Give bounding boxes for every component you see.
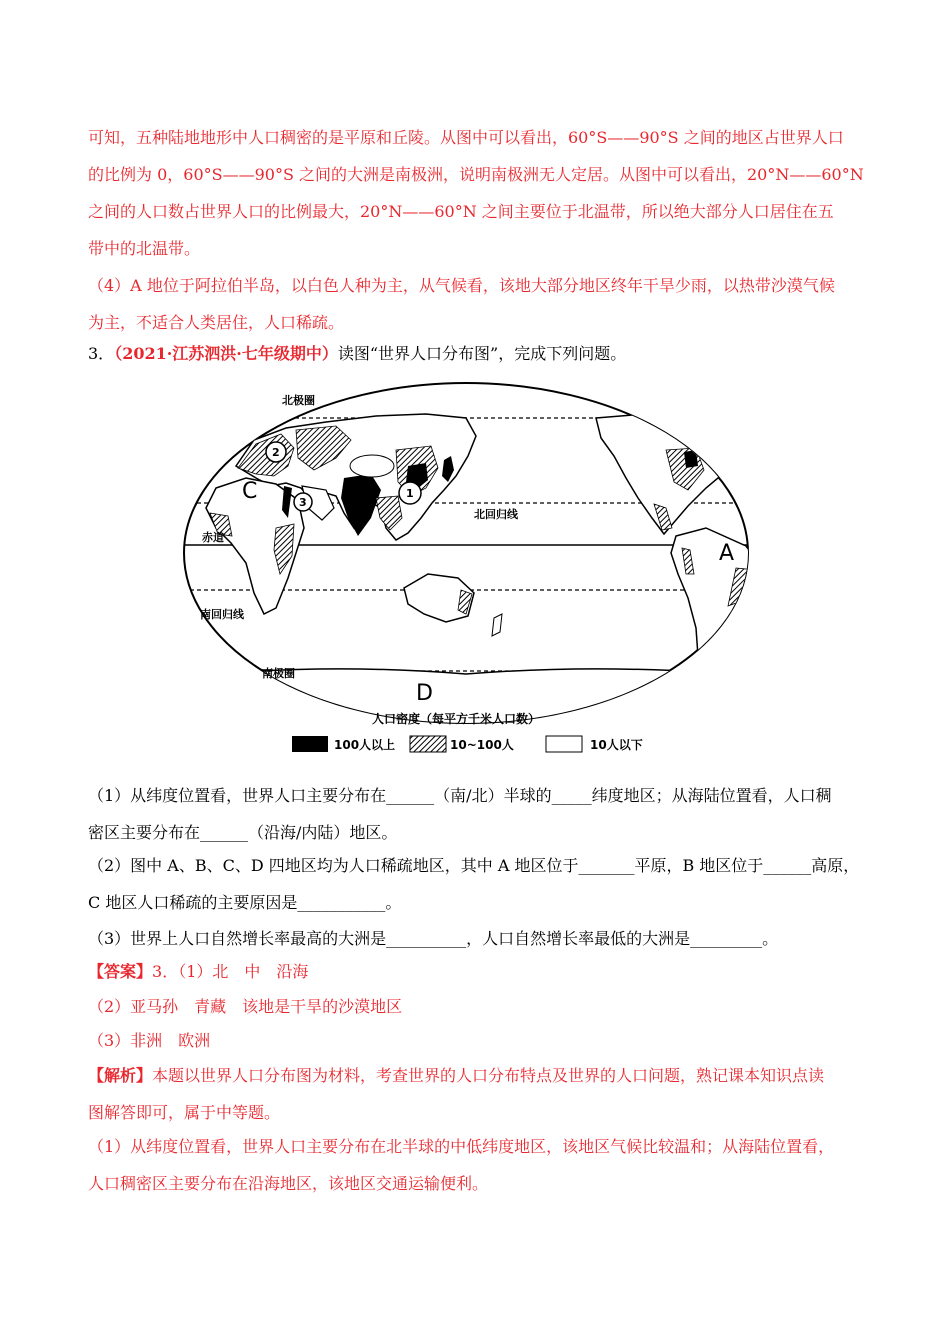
question-source: （2021·江苏泗洪·七年级期中） xyxy=(114,344,338,363)
answer-tag: 【答案】 xyxy=(88,962,153,981)
answer-line-1 xyxy=(88,962,308,982)
label-tropic-north: 北回归线 xyxy=(474,508,518,521)
analysis-line-2: 图解答即可，属于中等题。 xyxy=(88,1103,281,1122)
marker-2: 2 xyxy=(272,446,280,459)
prev-analysis-line-1: 可知，五种陆地地形中人口稠密的是平原和丘陵。从图中可以看出，60°S——90°S 之间的地区占世界人口 xyxy=(88,128,844,147)
analysis-line-3: （1）从纬度位置看，世界人口主要分布在北半球的中低纬度地区，该地区气候比较温和；从海陆位置看， xyxy=(88,1137,835,1156)
region-b-label: B xyxy=(357,475,373,500)
legend-title: 人口密度（每平方千米人口数） xyxy=(372,712,541,726)
label-arctic-circle: 北极圈 xyxy=(282,394,315,407)
label-antarctic-circle: 南极圈 xyxy=(262,667,295,680)
legend-label-high: 100人以上 xyxy=(334,738,396,752)
marker-1: 1 xyxy=(406,487,414,500)
answer-line-3: （3）非洲 欧洲 xyxy=(88,1031,211,1050)
subquestion-2-line-2: C 地区人口稀疏的主要原因是___________。 xyxy=(88,893,402,912)
legend-label-mid: 10~100人 xyxy=(450,738,514,752)
region-d-label: D xyxy=(416,681,433,706)
marker-3: 3 xyxy=(299,496,307,509)
label-equator: 赤道 xyxy=(202,531,224,544)
analysis-tag: 【解析】 xyxy=(88,1066,153,1085)
prev-analysis-line-2: 的比例为 0，60°S——90°S 之间的大洲是南极洲，说明南极洲无人定居。从图中可以看出，20°N——60°N xyxy=(88,165,864,184)
analysis-line-1 xyxy=(88,1066,824,1086)
question-number: 3． xyxy=(88,344,115,363)
legend-swatch-high xyxy=(292,736,328,752)
prev-analysis-line-4: 带中的北温带。 xyxy=(88,239,201,258)
subquestion-3: （3）世界上人口自然增长率最高的大洲是__________，人口自然增长率最低的大洲是_________。 xyxy=(88,929,779,948)
subquestion-2-line-1: （2）图中 A、B、C、D 四地区均为人口稀疏地区，其中 A 地区位于_______平原，B 地区位于______高原， xyxy=(88,856,860,875)
label-tropic-south: 南回归线 xyxy=(200,608,244,621)
usa-northeast-density xyxy=(684,450,698,468)
region-a-label: A xyxy=(719,541,735,566)
analysis-line-4: 人口稠密区主要分布在沿海地区，该地区交通运输便利。 xyxy=(88,1174,489,1193)
answer-text-1: 3．（1）北 中 沿海 xyxy=(152,962,309,981)
region-c-label: C xyxy=(242,479,258,504)
prev-analysis-line-6: 为主，不适合人类居住，人口稀疏。 xyxy=(88,313,345,332)
legend-label-low: 10人以下 xyxy=(590,738,643,752)
question-stem xyxy=(88,344,626,364)
question-prompt: 读图“世界人口分布图”，完成下列问题。 xyxy=(337,344,627,363)
answer-line-2: （2）亚马孙 青藏 该地是干旱的沙漠地区 xyxy=(88,997,403,1016)
world-population-map xyxy=(176,378,776,768)
greenland-landmass xyxy=(731,396,772,434)
prev-analysis-line-3: 之间的人口数占世界人口的比例最大，20°N——60°N 之间主要位于北温带，所以绝大部分人口居住在五 xyxy=(88,202,834,221)
tibet-plateau xyxy=(350,455,394,477)
subquestion-1-line-1: （1）从纬度位置看，世界人口主要分布在______（南/北）半球的_____纬度地区；从海陆位置看，人口稠 xyxy=(88,786,832,805)
legend-swatch-low xyxy=(546,736,582,752)
subquestion-1-line-2: 密区主要分布在______（沿海/内陆）地区。 xyxy=(88,823,398,842)
legend-swatch-mid xyxy=(410,736,446,752)
prev-analysis-line-5: （4）A 地位于阿拉伯半岛，以白色人种为主，从气候看，该地大部分地区终年干旱少雨，以热带沙漠气候 xyxy=(88,276,835,295)
analysis-text-1: 本题以世界人口分布图为材料，考查世界的人口分布特点及世界的人口问题，熟记课本知识点读 xyxy=(152,1066,825,1085)
